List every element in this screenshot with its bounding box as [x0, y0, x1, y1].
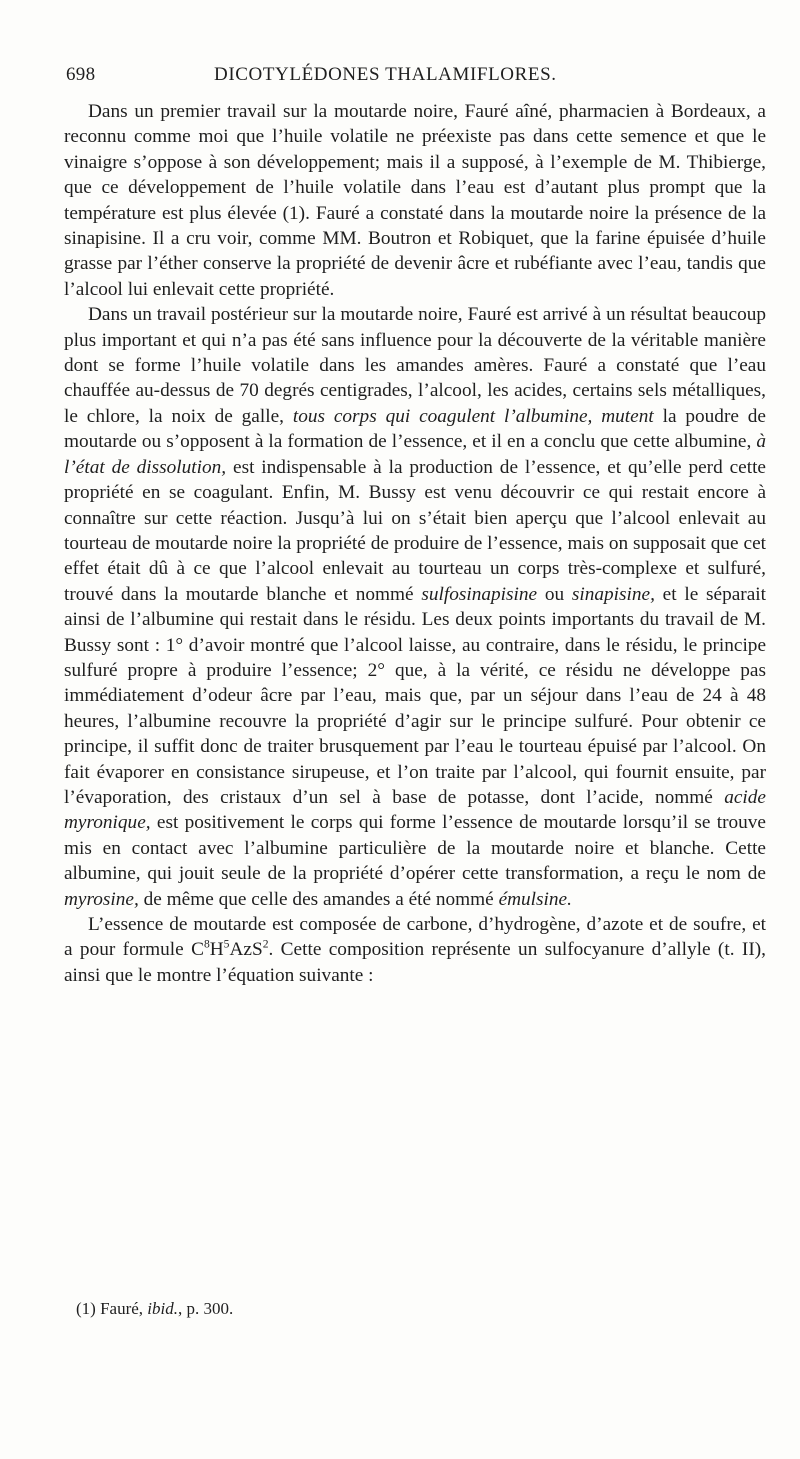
text-run: AzS [229, 939, 263, 961]
formula-superscript: 8 [203, 937, 210, 951]
italic-text: ibid. [147, 1299, 178, 1318]
footnote [76, 1298, 233, 1320]
italic-text: myrosine, [64, 888, 139, 910]
running-title: DICOTYLÉDONES THALAMIFLORES. [214, 64, 557, 85]
text-run: est positivement le corps qui forme l’essence de moutarde lorsqu’il se trouve mis en contact avec l’albumine particulière de la moutarde noire et blanche. Cette albumine, qui jouit seule de la propriété d’opérer cette transformation, a reçu le nom de [64, 812, 766, 885]
page-number: 698 [66, 64, 96, 85]
paragraph [64, 302, 766, 912]
formula-superscript: 5 [223, 937, 230, 951]
text-run: , p. 300. [177, 1299, 234, 1318]
italic-text: acide myronique, [64, 786, 766, 834]
italic-text: émulsine. [498, 888, 572, 910]
italic-text: à l’état de dissolution, [64, 431, 766, 478]
text-run: (1) Fauré, [76, 1299, 148, 1318]
text-run: . Cette composition représente un sulfocyanure d’allyle (t. II), ainsi que le montre l’équation suivante : [64, 939, 766, 986]
text-run: L’essence de moutarde est composée de carbone, d’hydrogène, d’azote et de soufre, et a pour formule C [64, 914, 766, 961]
page-header [66, 64, 766, 94]
text-run: Dans un premier travail sur la moutarde noire, Fauré aîné, pharmacien à Bordeaux, a reconnu comme moi que l’huile volatile ne préexiste pas dans cette semence et que le vinaigre s’oppose à son développement; mais il a supposé, à l’exemple de M. Thibierge, que ce développement de l’huile volatile dans l’eau est d’autant plus prompt que la température est plus élevée (1). Fauré a constaté dans la moutarde noire la présence de la sinapisine. Il a cru voir, comme MM. Boutron et Robiquet, que la farine épuisée d’huile grasse par l’éther conserve la propriété de devenir âcre et rubéfiante avec l’eau, tandis que l’alcool lui enlevait cette propriété. [64, 101, 766, 300]
italic-text: sulfosinapisine [421, 583, 538, 605]
text-run: Dans un travail postérieur sur la moutarde noire, Fauré est arrivé à un résultat beaucoup plus important et qui n’a pas été sans influence pour la découverte de la véritable manière dont se forme l’huile volatile dans les amandes amères. Fauré a constaté que l’eau chauffée au-dessus de 70 degrés centigrades, l’alcool, les acides, certains sels métalliques, le chlore, la noix de galle, [64, 304, 766, 427]
text-run: de même que celle des amandes a été nommé [138, 888, 499, 910]
formula-superscript: 2 [262, 937, 269, 951]
paragraph [64, 99, 766, 302]
body-text [64, 99, 766, 988]
text-run: et le séparait ainsi de l’albumine qui restait dans le résidu. Les deux points importants du travail de M. Bussy sont : 1° d’avoir montré que l’alcool laisse, au contraire, dans le résidu, le principe sulfuré propre à produire l’essence; 2° que, à la vérité, ce résidu ne développe pas immédiatement d’odeur âcre par l’eau, mais que, par un séjour dans l’eau de 24 à 48 heures, l’albumine recouvre la propriété d’agir sur le principe sulfuré. Pour obtenir ce principe, il suffit donc de traiter brusquement par l’eau le tourteau épuisé par l’alcool. On fait évaporer en consistance sirupeuse, et l’on traite par l’alcool, qui fournit ensuite, par l’évaporation, des cristaux d’un sel à base de potasse, dont l’acide, nommé [64, 583, 766, 808]
text-run: est indispensable à la production de l’essence, et qu’elle perd cette propriété en se coagulant. Enfin, M. Bussy est venu découvrir ce qui restait encore à connaître sur cette réaction. Jusqu’à lui on s’était bien aperçu que l’alcool enlevait au tourteau de moutarde noire la propriété de produire de l’essence, mais on supposait que cet effet était dû à ce que l’alcool enlevait au tourteau un corps très-complexe et sulfuré, trouvé dans la moutarde blanche et nommé [64, 456, 766, 605]
text-run: ou [537, 583, 572, 605]
text-run: H [209, 939, 224, 961]
italic-text: tous corps qui coagulent l’albumine, mutent [292, 405, 654, 427]
italic-text: sinapisine, [571, 583, 655, 605]
paragraph [64, 912, 766, 988]
text-run: la poudre de moutarde ou s’opposent à la formation de l’essence, et il en a conclu que cette albumine, [64, 405, 766, 453]
